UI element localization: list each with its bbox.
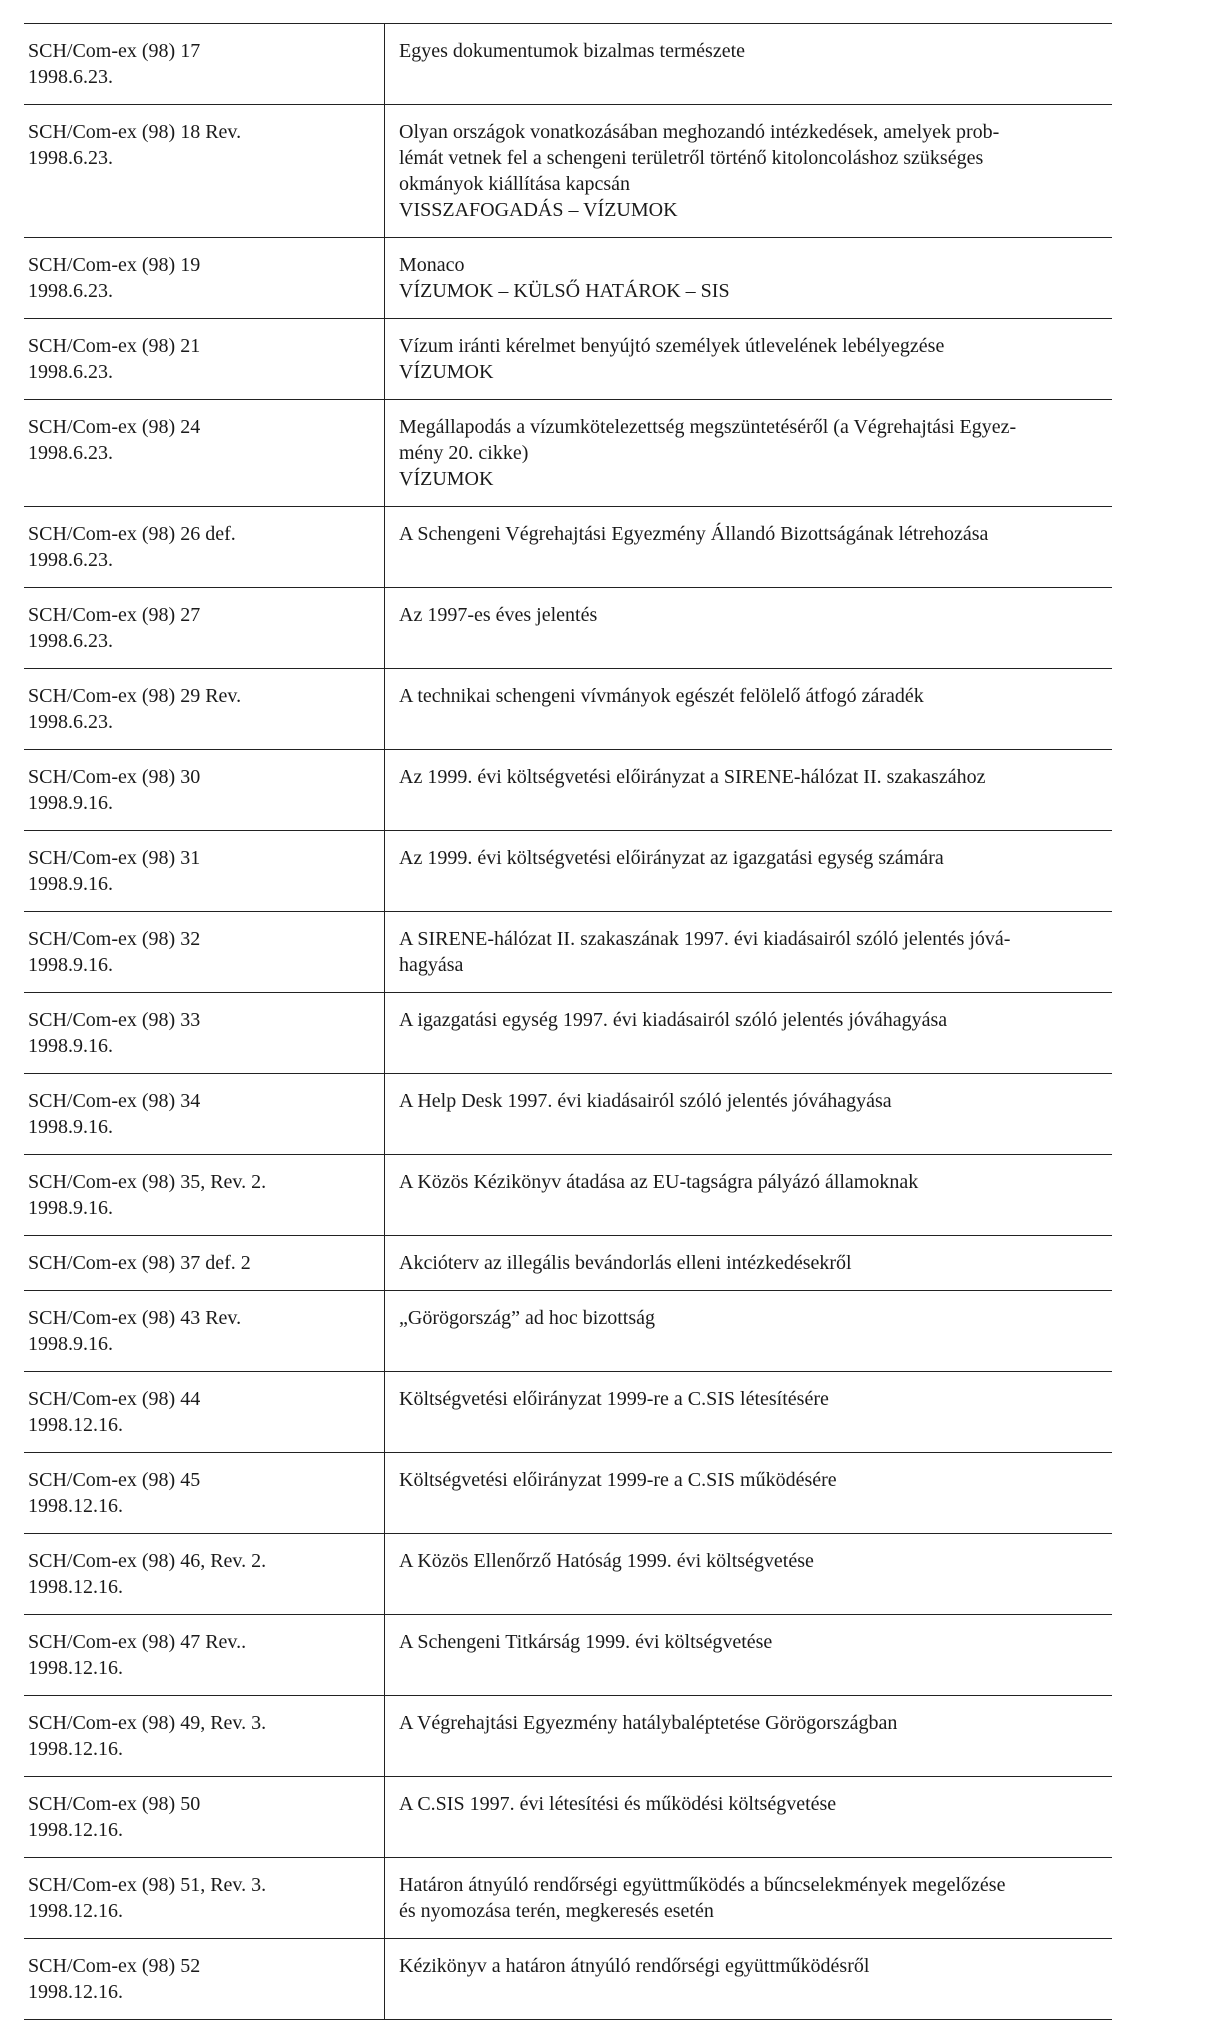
reference-cell <box>24 1777 385 1858</box>
reference-number: SCH/Com-ex (98) 21 <box>28 335 201 357</box>
table-row <box>24 1291 1112 1372</box>
reference-date: 1998.9.16. <box>28 1035 113 1057</box>
table-row <box>24 831 1112 912</box>
table-row <box>24 1615 1112 1696</box>
description-line: A Help Desk 1997. évi kiadásairól szóló jelentés jóváhagyása <box>399 1090 892 1112</box>
reference-date: 1998.6.23. <box>28 66 113 88</box>
description-line: Olyan országok vonatkozásában meghozandó intézkedések, amelyek prob- <box>399 121 1000 143</box>
reference-number: SCH/Com-ex (98) 34 <box>28 1090 201 1112</box>
reference-number: SCH/Com-ex (98) 52 <box>28 1955 201 1977</box>
reference-date: 1998.9.16. <box>28 1197 113 1219</box>
description-line: Költségvetési előirányzat 1999-re a C.SIS működésére <box>399 1469 837 1491</box>
description-cell <box>385 1236 1113 1291</box>
reference-cell <box>24 1534 385 1615</box>
table-row <box>24 24 1112 105</box>
reference-cell <box>24 1236 385 1291</box>
description-cell <box>385 669 1113 750</box>
description-cell <box>385 1939 1113 2020</box>
table-row <box>24 669 1112 750</box>
table-row <box>24 1155 1112 1236</box>
description-line: és nyomozása terén, megkeresés esetén <box>399 1900 714 1922</box>
description-cell <box>385 507 1113 588</box>
description-cell <box>385 993 1113 1074</box>
table-row <box>24 993 1112 1074</box>
reference-number: SCH/Com-ex (98) 50 <box>28 1793 201 1815</box>
description-line: A Schengeni Végrehajtási Egyezmény Állandó Bizottságának létrehozása <box>399 523 989 545</box>
table-row <box>24 1236 1112 1291</box>
reference-number: SCH/Com-ex (98) 29 Rev. <box>28 685 242 707</box>
reference-date: 1998.6.23. <box>28 280 113 302</box>
description-line: A technikai schengeni vívmányok egészét felölelő átfogó záradék <box>399 685 924 707</box>
reference-cell <box>24 1615 385 1696</box>
table-row <box>24 105 1112 238</box>
reference-date: 1998.6.23. <box>28 147 113 169</box>
description-cell <box>385 912 1113 993</box>
reference-cell <box>24 400 385 507</box>
reference-cell <box>24 1939 385 2020</box>
description-line: lémát vetnek fel a schengeni területről történő kitoloncoláshoz szükséges <box>399 147 984 169</box>
description-line: Megállapodás a vízumkötelezettség megszüntetéséről (a Végrehajtási Egyez- <box>399 416 1017 438</box>
reference-date: 1998.12.16. <box>28 1981 123 2003</box>
reference-cell <box>24 1372 385 1453</box>
reference-date: 1998.12.16. <box>28 1738 123 1760</box>
description-line: Költségvetési előirányzat 1999-re a C.SIS létesítésére <box>399 1388 829 1410</box>
reference-number: SCH/Com-ex (98) 31 <box>28 847 201 869</box>
table-row <box>24 912 1112 993</box>
description-line: Monaco <box>399 254 465 276</box>
description-cell <box>385 1372 1113 1453</box>
reference-cell <box>24 912 385 993</box>
description-line: okmányok kiállítása kapcsán <box>399 173 631 195</box>
reference-cell <box>24 831 385 912</box>
table-row <box>24 1453 1112 1534</box>
description-cell <box>385 1291 1113 1372</box>
reference-date: 1998.12.16. <box>28 1819 123 1841</box>
description-line: A igazgatási egység 1997. évi kiadásairól szóló jelentés jóváhagyása <box>399 1009 948 1031</box>
table-row <box>24 1534 1112 1615</box>
reference-cell <box>24 319 385 400</box>
reference-date: 1998.9.16. <box>28 792 113 814</box>
reference-number: SCH/Com-ex (98) 46, Rev. 2. <box>28 1550 267 1572</box>
table-row <box>24 507 1112 588</box>
reference-number: SCH/Com-ex (98) 27 <box>28 604 201 626</box>
reference-number: SCH/Com-ex (98) 51, Rev. 3. <box>28 1874 267 1896</box>
table-row <box>24 319 1112 400</box>
reference-date: 1998.12.16. <box>28 1495 123 1517</box>
reference-number: SCH/Com-ex (98) 35, Rev. 2. <box>28 1171 267 1193</box>
reference-cell <box>24 1155 385 1236</box>
description-cell <box>385 24 1113 105</box>
description-line: VÍZUMOK <box>399 468 494 490</box>
reference-cell <box>24 750 385 831</box>
table-row <box>24 1074 1112 1155</box>
reference-date: 1998.12.16. <box>28 1576 123 1598</box>
reference-cell <box>24 993 385 1074</box>
description-line: Vízum iránti kérelmet benyújtó személyek útlevelének lebélyegzése <box>399 335 945 357</box>
description-cell <box>385 1453 1113 1534</box>
description-line: mény 20. cikke) <box>399 442 529 464</box>
table-row <box>24 1939 1112 2020</box>
description-cell <box>385 105 1113 238</box>
table-row <box>24 750 1112 831</box>
reference-cell <box>24 238 385 319</box>
reference-cell <box>24 588 385 669</box>
reference-number: SCH/Com-ex (98) 30 <box>28 766 201 788</box>
reference-date: 1998.6.23. <box>28 361 113 383</box>
description-cell <box>385 319 1113 400</box>
description-cell <box>385 1858 1113 1939</box>
description-line: hagyása <box>399 954 464 976</box>
reference-date: 1998.12.16. <box>28 1657 123 1679</box>
table-row <box>24 1372 1112 1453</box>
reference-cell <box>24 669 385 750</box>
description-line: „Görögország” ad hoc bizottság <box>399 1307 656 1329</box>
description-line: A Közös Kézikönyv átadása az EU-tagságra pályázó államoknak <box>399 1171 919 1193</box>
reference-cell <box>24 1291 385 1372</box>
description-cell <box>385 1696 1113 1777</box>
reference-date: 1998.9.16. <box>28 1333 113 1355</box>
table-row <box>24 1858 1112 1939</box>
reference-date: 1998.9.16. <box>28 954 113 976</box>
description-line: Egyes dokumentumok bizalmas természete <box>399 40 746 62</box>
reference-number: SCH/Com-ex (98) 18 Rev. <box>28 121 242 143</box>
description-line: Kézikönyv a határon átnyúló rendőrségi együttműködésről <box>399 1955 870 1977</box>
description-line: VISSZAFOGADÁS – VÍZUMOK <box>399 199 678 221</box>
reference-number: SCH/Com-ex (98) 19 <box>28 254 201 276</box>
reference-date: 1998.12.16. <box>28 1414 123 1436</box>
description-cell <box>385 1074 1113 1155</box>
description-line: Határon átnyúló rendőrségi együttműködés a bűncselekmények megelőzése <box>399 1874 1006 1896</box>
reference-date: 1998.6.23. <box>28 711 113 733</box>
decisions-table-body <box>24 24 1112 2020</box>
description-cell <box>385 1777 1113 1858</box>
table-row <box>24 400 1112 507</box>
reference-number: SCH/Com-ex (98) 32 <box>28 928 201 950</box>
description-cell <box>385 238 1113 319</box>
reference-number: SCH/Com-ex (98) 44 <box>28 1388 201 1410</box>
reference-date: 1998.9.16. <box>28 873 113 895</box>
table-row <box>24 1777 1112 1858</box>
description-line: A SIRENE-hálózat II. szakaszának 1997. évi kiadásairól szóló jelentés jóvá- <box>399 928 1011 950</box>
table-row <box>24 1696 1112 1777</box>
reference-number: SCH/Com-ex (98) 37 def. 2 <box>28 1252 251 1274</box>
description-line: VÍZUMOK – KÜLSŐ HATÁROK – SIS <box>399 280 730 302</box>
reference-cell <box>24 1696 385 1777</box>
description-cell <box>385 831 1113 912</box>
description-cell <box>385 1534 1113 1615</box>
reference-cell <box>24 507 385 588</box>
reference-cell <box>24 1858 385 1939</box>
reference-number: SCH/Com-ex (98) 47 Rev.. <box>28 1631 247 1653</box>
reference-cell <box>24 1453 385 1534</box>
description-line: Az 1999. évi költségvetési előirányzat az igazgatási egység számára <box>399 847 944 869</box>
reference-date: 1998.6.23. <box>28 442 113 464</box>
description-cell <box>385 1615 1113 1696</box>
description-line: A C.SIS 1997. évi létesítési és működési költségvetése <box>399 1793 837 1815</box>
reference-cell <box>24 1074 385 1155</box>
reference-number: SCH/Com-ex (98) 17 <box>28 40 201 62</box>
description-line: Az 1997-es éves jelentés <box>399 604 598 626</box>
description-line: A Schengeni Titkárság 1999. évi költségvetése <box>399 1631 773 1653</box>
description-line: A Végrehajtási Egyezmény hatálybaléptetése Görögországban <box>399 1712 898 1734</box>
description-line: VÍZUMOK <box>399 361 494 383</box>
reference-date: 1998.6.23. <box>28 630 113 652</box>
description-cell <box>385 588 1113 669</box>
reference-number: SCH/Com-ex (98) 49, Rev. 3. <box>28 1712 267 1734</box>
reference-cell <box>24 105 385 238</box>
reference-number: SCH/Com-ex (98) 26 def. <box>28 523 236 545</box>
description-cell <box>385 1155 1113 1236</box>
reference-number: SCH/Com-ex (98) 43 Rev. <box>28 1307 242 1329</box>
reference-number: SCH/Com-ex (98) 33 <box>28 1009 201 1031</box>
table-row <box>24 238 1112 319</box>
table-row <box>24 588 1112 669</box>
reference-date: 1998.6.23. <box>28 549 113 571</box>
reference-date: 1998.9.16. <box>28 1116 113 1138</box>
decisions-table <box>24 23 1112 2020</box>
description-cell <box>385 400 1113 507</box>
reference-number: SCH/Com-ex (98) 45 <box>28 1469 201 1491</box>
description-line: Az 1999. évi költségvetési előirányzat a SIRENE-hálózat II. szakaszához <box>399 766 986 788</box>
reference-date: 1998.12.16. <box>28 1900 123 1922</box>
description-line: Akcióterv az illegális bevándorlás elleni intézkedésekről <box>399 1252 852 1274</box>
description-line: A Közös Ellenőrző Hatóság 1999. évi költségvetése <box>399 1550 814 1572</box>
description-cell <box>385 750 1113 831</box>
reference-number: SCH/Com-ex (98) 24 <box>28 416 201 438</box>
reference-cell <box>24 24 385 105</box>
